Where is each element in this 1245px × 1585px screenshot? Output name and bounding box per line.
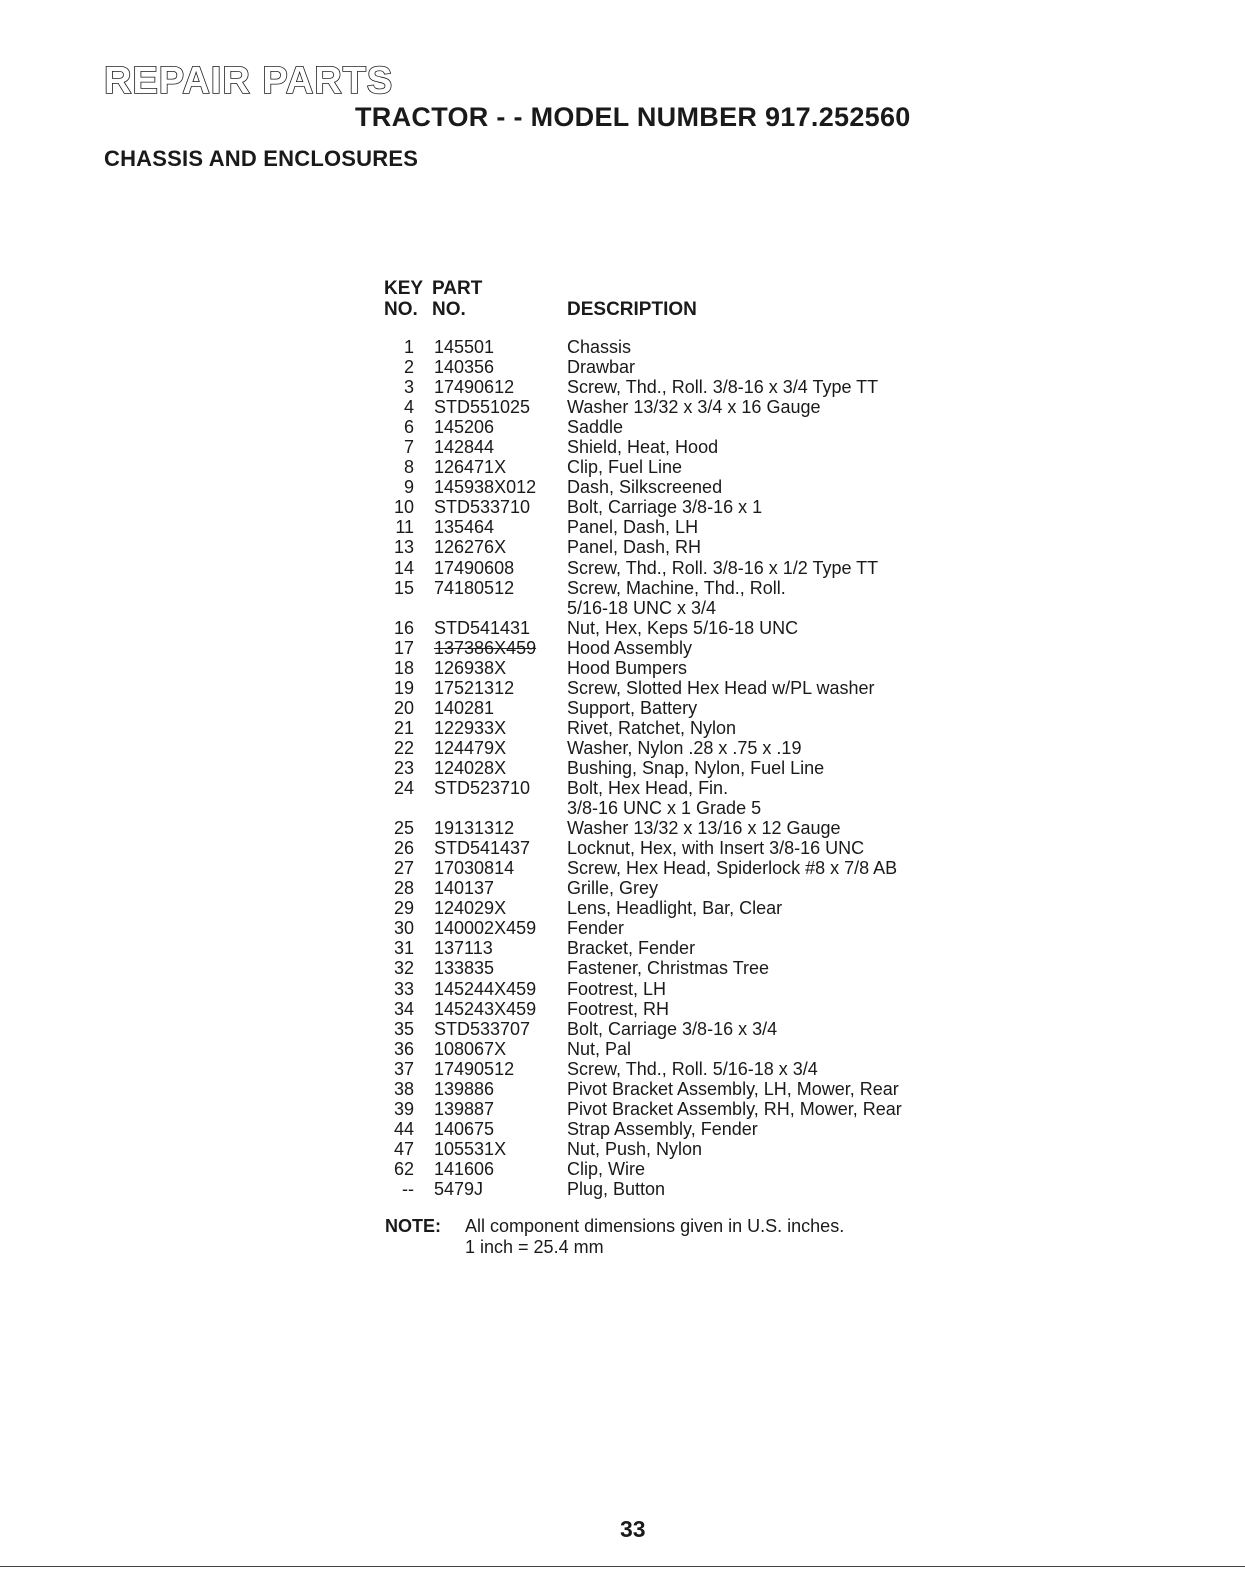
table-row [384,818,984,838]
part-number: 126276X [434,537,507,558]
table-row [384,958,984,978]
part-description: Strap Assembly, Fender [567,1118,758,1139]
part-number: 139886 [434,1078,495,1099]
part-number: 140002X459 [434,918,537,939]
part-description: Drawbar [567,357,636,378]
note [385,1216,845,1257]
part-number: 124479X [434,737,507,758]
key-number: 35 [393,1018,414,1039]
part-number: 145501 [434,337,495,357]
part-number: 137113 [434,938,493,959]
key-number: 47 [393,1138,414,1159]
part-number: 139887 [434,1098,495,1119]
part-number: 140281 [434,697,495,718]
table-row [384,337,984,357]
part-number: 17521312 [434,677,515,698]
model-heading: TRACTOR - - MODEL NUMBER 917.252560 [355,102,911,132]
section-heading: CHASSIS AND ENCLOSURES [104,146,419,171]
key-number: 36 [393,1038,414,1059]
part-number: STD533710 [434,497,531,518]
key-number: 62 [393,1158,414,1179]
table-row [384,898,984,918]
part-number: 140675 [434,1118,495,1139]
table-row [384,1079,984,1099]
part-number: 74180512 [434,577,515,598]
note-label: NOTE: [385,1216,441,1236]
table-row [384,1019,984,1039]
part-description: Clip, Wire [567,1158,646,1179]
column-header-part [432,278,482,320]
part-description: Screw, Hex Head, Spiderlock #8 x 7/8 AB [567,858,898,879]
key-number: 19 [393,677,414,698]
column-header-key-line2: NO. [384,299,418,320]
key-number: 1 [403,337,414,357]
part-number: 145243X459 [434,998,537,1019]
key-number: 17 [393,637,414,658]
key-number: 22 [393,737,414,758]
column-header-part-line2: NO. [432,299,466,320]
table-row [384,999,984,1019]
part-number: STD533707 [434,1018,531,1039]
table-row [384,678,984,698]
key-number: 10 [393,497,414,518]
part-description: Clip, Fuel Line [567,457,683,478]
part-description: Washer 13/32 x 3/4 x 16 Gauge [567,397,821,418]
key-number: 2 [403,357,414,378]
note-text: All component dimensions given in U.S. inches. [465,1216,845,1236]
part-number: 142844 [434,437,495,458]
part-description: Screw, Machine, Thd., Roll. 5/16-18 UNC x 3/4 [567,577,786,618]
table-row [384,1099,984,1119]
key-number: 33 [393,978,414,999]
key-number: -- [402,1178,414,1199]
part-description: Panel, Dash, LH [567,517,699,538]
column-header-key [384,278,423,320]
table-row [384,638,984,658]
table-row [384,1119,984,1139]
table-row [384,938,984,958]
part-number: 133835 [434,958,495,979]
table-row [384,778,984,818]
column-header-part-line1: PART [432,278,483,299]
key-number: 6 [403,417,414,438]
part-number: 145206 [434,417,495,438]
table-row [384,1179,984,1199]
table-row [384,497,984,517]
part-description: Bolt, Carriage 3/8-16 x 3/4 [567,1018,778,1039]
table-row [384,838,984,858]
key-number: 25 [393,818,414,839]
page-number: 33 [620,1516,646,1542]
part-description: Panel, Dash, RH [567,537,702,558]
part-description: Footrest, LH [567,978,667,999]
part-description: Shield, Heat, Hood [567,437,719,458]
key-number: 8 [403,457,414,478]
key-number: 37 [393,1058,414,1079]
part-number: 141606 [434,1158,495,1179]
part-number: STD541431 [434,617,531,638]
part-description: Screw, Thd., Roll. 3/8-16 x 1/2 Type TT [567,557,879,578]
key-number: 13 [393,537,414,558]
key-number: 44 [393,1118,414,1139]
part-number: 140137 [434,878,495,899]
part-number: 140356 [434,357,495,378]
part-number: 126471X [434,457,507,478]
table-row [384,979,984,999]
part-number: STD551025 [434,397,531,418]
column-header-key-line1: KEY [384,278,424,299]
part-number: 105531X [434,1138,507,1159]
part-number: STD523710 [434,778,531,799]
table-row [384,758,984,778]
part-description: Screw, Slotted Hex Head w/PL washer [567,677,875,698]
part-description: Grille, Grey [567,878,659,899]
part-description: Washer, Nylon .28 x .75 x .19 [567,737,802,758]
key-number: 16 [393,617,414,638]
part-description: Bolt, Hex Head, Fin. 3/8-16 UNC x 1 Grade 5 [567,778,762,819]
key-number: 29 [393,898,414,919]
key-number: 4 [403,397,414,418]
column-header-description: DESCRIPTION [567,299,697,320]
table-row [384,918,984,938]
table-row [384,1139,984,1159]
part-number: 122933X [434,717,507,738]
key-number: 30 [393,918,414,939]
part-number: 124028X [434,757,507,778]
part-description: Nut, Hex, Keps 5/16-18 UNC [567,617,799,638]
part-number: 17030814 [434,858,515,879]
table-row [384,698,984,718]
table-row [384,477,984,497]
key-number: 31 [393,938,414,959]
table-row [384,878,984,898]
part-number: 145244X459 [434,978,537,999]
table-row [384,738,984,758]
key-number: 21 [393,717,414,738]
part-description: Pivot Bracket Assembly, LH, Mower, Rear [567,1078,899,1099]
table-row [384,1159,984,1179]
table-row [384,417,984,437]
table-row [384,397,984,417]
table-row [384,1059,984,1079]
part-number: STD541437 [434,838,531,859]
part-description: Hood Bumpers [567,657,688,678]
part-number: 135464 [434,517,495,538]
key-number: 26 [393,838,414,859]
part-description: Nut, Pal [567,1038,632,1059]
part-number: 19131312 [434,818,515,839]
part-description: Bushing, Snap, Nylon, Fuel Line [567,757,825,778]
table-row [384,537,984,557]
part-description: Support, Battery [567,697,698,718]
page-title: REPAIR PARTS [104,60,394,102]
part-description: Bracket, Fender [567,938,696,959]
key-number: 3 [403,377,414,398]
table-row [384,457,984,477]
footer-divider [0,1566,1245,1567]
part-description: Pivot Bracket Assembly, RH, Mower, Rear [567,1098,902,1119]
key-number: 32 [393,958,414,979]
key-number: 34 [393,998,414,1019]
key-number: 27 [393,858,414,879]
part-description: Fender [567,918,625,939]
part-number: 17490608 [434,557,515,578]
key-number: 11 [395,517,414,538]
table-row [384,517,984,537]
key-number: 39 [393,1098,414,1119]
table-row [384,558,984,578]
part-number: 17490512 [434,1058,515,1079]
part-description: Saddle [567,417,624,438]
part-number: 145938X012 [434,477,537,498]
part-description: Rivet, Ratchet, Nylon [567,717,737,738]
part-description: Washer 13/32 x 13/16 x 12 Gauge [567,818,841,839]
part-description: Lens, Headlight, Bar, Clear [567,898,783,919]
part-description: Hood Assembly [567,637,693,658]
part-number: 5479J [434,1178,484,1199]
key-number: 15 [393,577,414,598]
table-row [384,1039,984,1059]
key-number: 14 [393,557,414,578]
key-number: 9 [403,477,414,498]
key-number: 18 [393,657,414,678]
table-row [384,357,984,377]
part-number: 126938X [434,657,507,678]
part-description: Dash, Silkscreened [567,477,723,498]
key-number: 23 [393,757,414,778]
part-description: Locknut, Hex, with Insert 3/8-16 UNC [567,838,865,859]
part-description: Plug, Button [567,1178,666,1199]
note-conversion: 1 inch = 25.4 mm [465,1237,604,1257]
part-number: 108067X [434,1038,507,1059]
parts-list [384,337,984,1199]
part-description: Nut, Push, Nylon [567,1138,703,1159]
part-number: 137386X459 [434,637,537,658]
key-number: 24 [393,778,414,799]
key-number: 28 [393,878,414,899]
key-number: 38 [393,1078,414,1099]
table-row [384,858,984,878]
key-number: 20 [393,697,414,718]
table-row [384,437,984,457]
table-row [384,658,984,678]
part-description: Screw, Thd., Roll. 3/8-16 x 3/4 Type TT [567,377,879,398]
part-description: Screw, Thd., Roll. 5/16-18 x 3/4 [567,1058,818,1079]
table-row [384,718,984,738]
key-number: 7 [403,437,414,458]
part-number: 124029X [434,898,507,919]
part-description: Footrest, RH [567,998,670,1019]
table-row [384,618,984,638]
table-row [384,377,984,397]
table-row [384,578,984,618]
part-description: Chassis [567,337,632,357]
part-number: 17490612 [434,377,515,398]
part-description: Bolt, Carriage 3/8-16 x 1 [567,497,763,518]
part-description: Fastener, Christmas Tree [567,958,770,979]
